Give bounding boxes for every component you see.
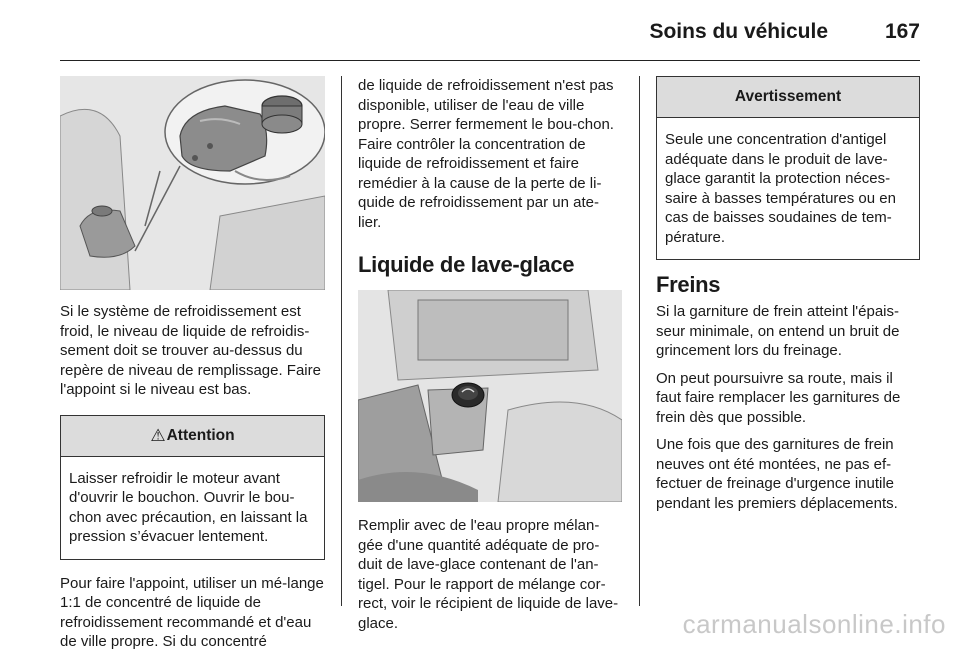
column-middle [358, 76, 622, 633]
brakes-paragraph-1: Si la garniture de frein atteint l'épais-seur minimale, on entend un bruit de grincement lors du freinage. [656, 303, 900, 359]
page-header [60, 0, 920, 61]
column-right [656, 76, 920, 513]
coolant-level-paragraph: Si le système de refroidissement est froid, le niveau de liquide de refroidis-sement doit se trouver au-dessus du repère de niveau de remplissage. Faire l'appoint si le niveau est bas. [60, 303, 321, 398]
washer-fluid-reservoir-illustration [358, 290, 622, 502]
warning-text: Seule une concentration d'antigel adéquate dans le produit de lave-glace garantit la protection néces-saire à basses températures ou en cas de baisses soudaines de tem-pérature. [665, 131, 896, 246]
column-divider-1 [341, 76, 342, 606]
column-divider-2 [639, 76, 640, 606]
washer-engine-drawing [358, 290, 622, 502]
washer-fluid-paragraph: Remplir avec de l'eau propre mélan-gée d'une quantité adéquate de pro-duit de lave-glace contenant de l'an-tigel. Pour le rapport de mélange cor-rect, voir le récipient de liquide de lave-glace. [358, 517, 619, 632]
coolant-concentration-paragraph: de liquide de refroidissement n'est pas disponible, utiliser de l'eau de ville propre. Serrer fermement le bou-chon. Faire contrôler la concentration de liquide de refroidissement et faire remédier à la cause de la perte de li-quide de refroidissement par un ate-lier. [358, 77, 614, 231]
brakes-paragraph-2: On peut poursuivre sa route, mais il faut faire remplacer les garnitures de frein dès que possible. [656, 369, 901, 426]
attention-box-header [61, 416, 324, 457]
warning-box-header: Avertissement [657, 77, 919, 118]
attention-title: Attention [166, 426, 235, 444]
page-number: 167 [884, 20, 920, 43]
brakes-paragraph-3: Une fois que des garnitures de frein neuves ont été montées, ne pas ef-fectuer de freinage d'urgence inutile pendant les premiers déplacements. [656, 436, 898, 512]
section-heading-brakes: Freins [656, 272, 721, 297]
column-left [60, 76, 325, 652]
warning-box [656, 76, 920, 260]
watermark: carmanualsonline.info [682, 609, 946, 639]
coolant-engine-drawing [60, 76, 325, 290]
attention-box [60, 415, 325, 560]
warning-triangle-icon: ⚠ [150, 425, 166, 445]
coolant-topup-paragraph: Pour faire l'appoint, utiliser un mé-lange 1:1 de concentré de liquide de refroidissement recommandé et d'eau de ville propre. Si du concentré [60, 574, 324, 650]
attention-text: Laisser refroidir le moteur avant d'ouvrir le bouchon. Ouvrir le bou-chon avec précaution, en laissant la pression s’évacuer lentement. [69, 469, 308, 545]
coolant-reservoir-illustration [60, 76, 325, 290]
section-heading-washer-fluid: Liquide de lave-glace [358, 252, 575, 277]
page-title: Soins du véhicule [649, 20, 828, 43]
